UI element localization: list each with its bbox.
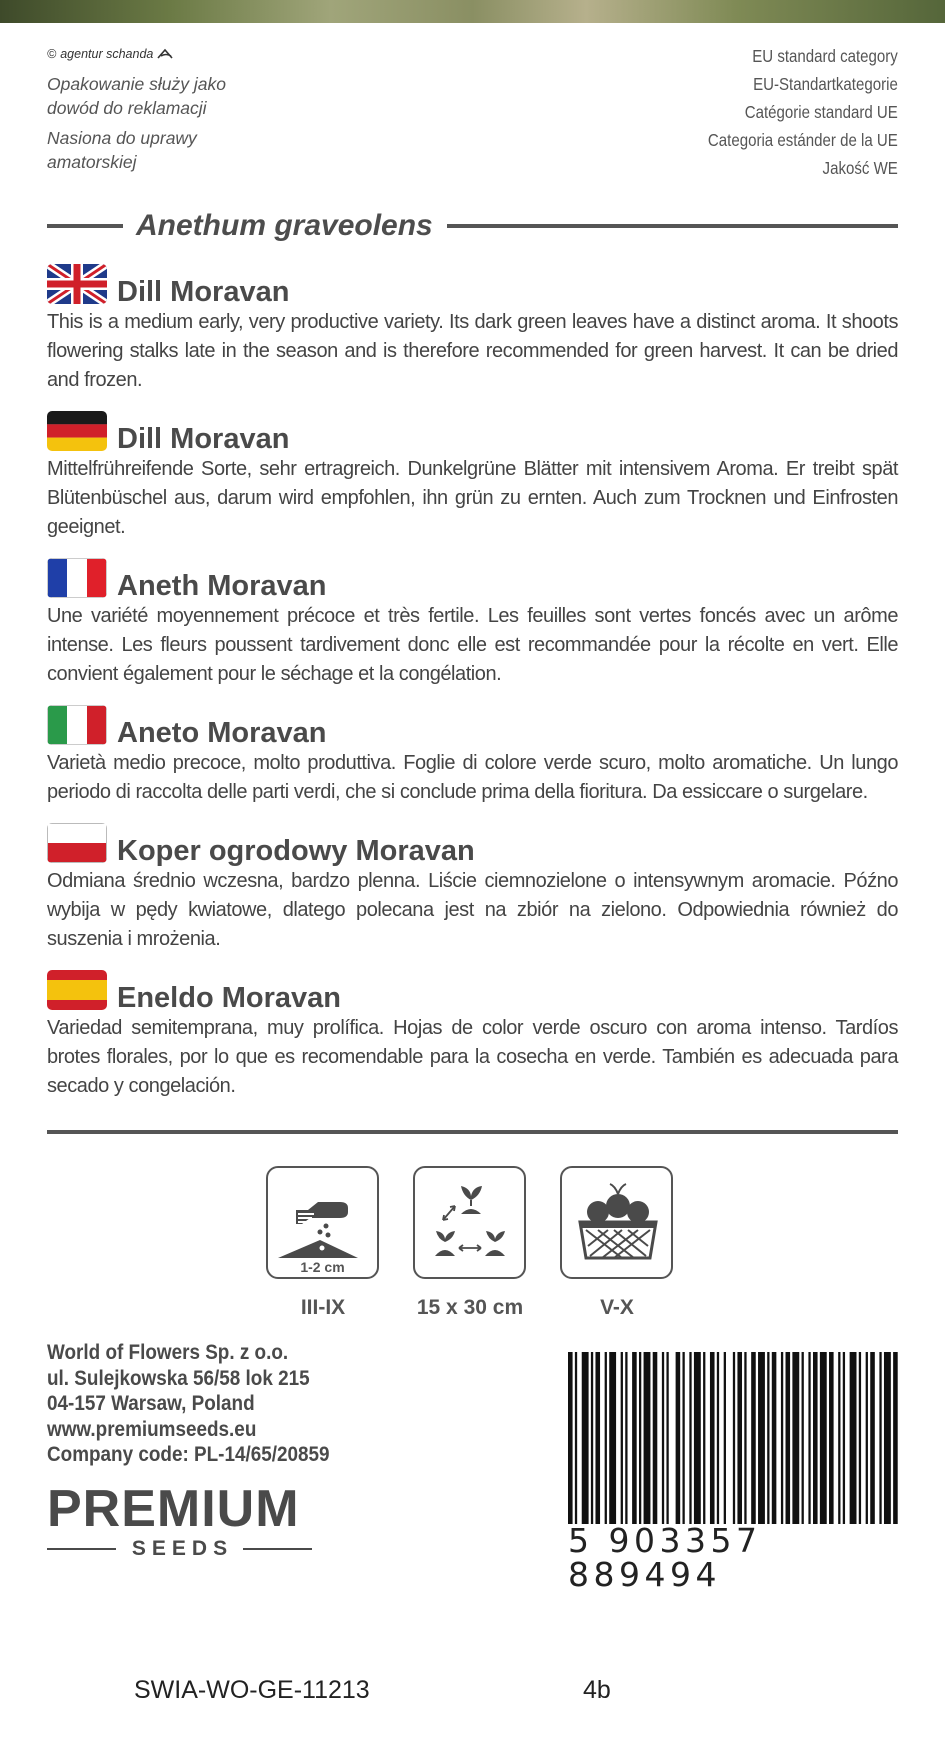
section-body: Une variété moyennement précoce et très fertile. Les feuilles sont vertes foncés avec un arôme intense. Les fleurs poussent tardivement donc elle est recommandée pour la récolte en vert. Elle convient également pour le séchage et la congélation. xyxy=(47,605,898,685)
sowing-icon xyxy=(266,1166,379,1279)
description-section-es xyxy=(47,966,898,1101)
section-body: Odmiana średnio wczesna, bardzo plenna. Liście ciemnozielone o intensywnym aromacie. Późno wybija w pędy kwiatowe, dlatego polecana jest na zbiór na zielono. Odpowiednia również do suszenia i mrożenia. xyxy=(47,870,898,950)
schanda-logo-icon xyxy=(157,48,175,60)
section-title: Koper ogrodowy Moravan xyxy=(117,835,475,867)
eu-category-es: Categoria estánder de la UE xyxy=(708,130,898,150)
logo-main-text: PREMIUM xyxy=(47,1480,300,1538)
eu-category-fr: Catégorie standard UE xyxy=(744,102,898,122)
latin-name: Anethum graveolens xyxy=(136,209,433,242)
barcode-number: 5 903357 889494 xyxy=(568,1524,900,1592)
section-title: Aneth Moravan xyxy=(117,570,327,602)
eu-category-pl: Jakość WE xyxy=(822,158,898,178)
eu-category-en: EU standard category xyxy=(752,46,898,66)
section-title: Eneldo Moravan xyxy=(117,982,341,1014)
header-left xyxy=(47,42,347,180)
sowing-period: III-IX xyxy=(300,1296,346,1319)
copyright-symbol: © xyxy=(47,47,57,61)
company-street: ul. Sulejkowska 56/58 lok 215 xyxy=(47,1366,310,1390)
polish-flag-icon xyxy=(47,823,107,863)
harvest-period: V-X xyxy=(600,1296,634,1319)
premium-seeds-logo xyxy=(47,1480,312,1561)
eu-category-de: EU-Standartkategorie xyxy=(753,74,898,94)
description-section-fr xyxy=(47,554,898,689)
spanish-flag-icon xyxy=(47,970,107,1010)
description-section-it xyxy=(47,701,898,807)
description-section-pl xyxy=(47,819,898,954)
rule-left xyxy=(47,224,123,228)
harvest-basket-icon xyxy=(560,1166,673,1279)
sowing-depth-label: 1-2 cm xyxy=(300,1259,345,1275)
amateur-note: Nasiona do uprawy amatorskiej xyxy=(47,128,197,172)
section-title: Aneto Moravan xyxy=(117,717,327,749)
french-flag-icon xyxy=(47,558,107,598)
print-code: SWIA-WO-GE-11213 xyxy=(134,1676,370,1704)
plant-spacing: 15 x 30 cm xyxy=(416,1296,524,1319)
section-divider xyxy=(47,1130,898,1134)
complaint-note: Opakowanie służy jako dowód do reklamacji xyxy=(47,74,226,118)
section-body: This is a medium early, very productive variety. Its dark green leaves have a distinct aroma. It shoots flowering stalks late in the season and is therefore recommended for green harvest. It can be dried and frozen. xyxy=(47,311,898,391)
company-info xyxy=(47,1340,361,1468)
header-photo-strip xyxy=(0,0,945,23)
section-title: Dill Moravan xyxy=(117,423,290,455)
rule-right xyxy=(447,224,898,228)
logo-sub-text: SEEDS xyxy=(131,1537,234,1560)
section-body: Varietà medio precoce, molto produttiva. Foglie di colore verde scuro, molto aromatiche. Un lungo periodo di raccolta delle parti verdi, che si conclude prima della fioritura. Da essiccare o surgelare. xyxy=(47,752,898,803)
copyright-text: agentur schanda xyxy=(60,47,154,61)
spacing-icon xyxy=(413,1166,526,1279)
company-code: Company code: PL-14/65/20859 xyxy=(47,1443,330,1466)
section-body: Mittelfrühreifende Sorte, sehr ertragreich. Dunkelgrüne Blätter mit intensivem Aroma. Er treibt spät Blütenbüschel aus, darum wird empfohlen, ihn grün zu ernten. Auch zum Trocknen und Einfrosten geeignet. xyxy=(47,458,898,538)
description-section-de xyxy=(47,407,898,542)
description-section-en xyxy=(47,260,898,395)
uk-flag-icon xyxy=(47,264,107,304)
eu-category-list xyxy=(677,42,898,182)
page-number: 4b xyxy=(583,1676,611,1704)
section-title: Dill Moravan xyxy=(117,276,290,308)
company-website: www.premiumseeds.eu xyxy=(47,1417,257,1441)
company-city: 04-157 Warsaw, Poland xyxy=(47,1392,255,1415)
section-body: Variedad semitemprana, muy prolífica. Hojas de color verde oscuro con aroma intenso. Tardíos brotes florales, por lo que es recomendable para la cosecha en verde. También es adecuada para secado y congelación. xyxy=(47,1017,898,1097)
company-name: World of Flowers Sp. z o.o. xyxy=(47,1341,289,1364)
copyright-line xyxy=(47,42,347,66)
latin-name-row xyxy=(47,206,898,246)
italian-flag-icon xyxy=(47,705,107,745)
cultivation-icons xyxy=(266,1166,680,1326)
german-flag-icon xyxy=(47,411,107,451)
